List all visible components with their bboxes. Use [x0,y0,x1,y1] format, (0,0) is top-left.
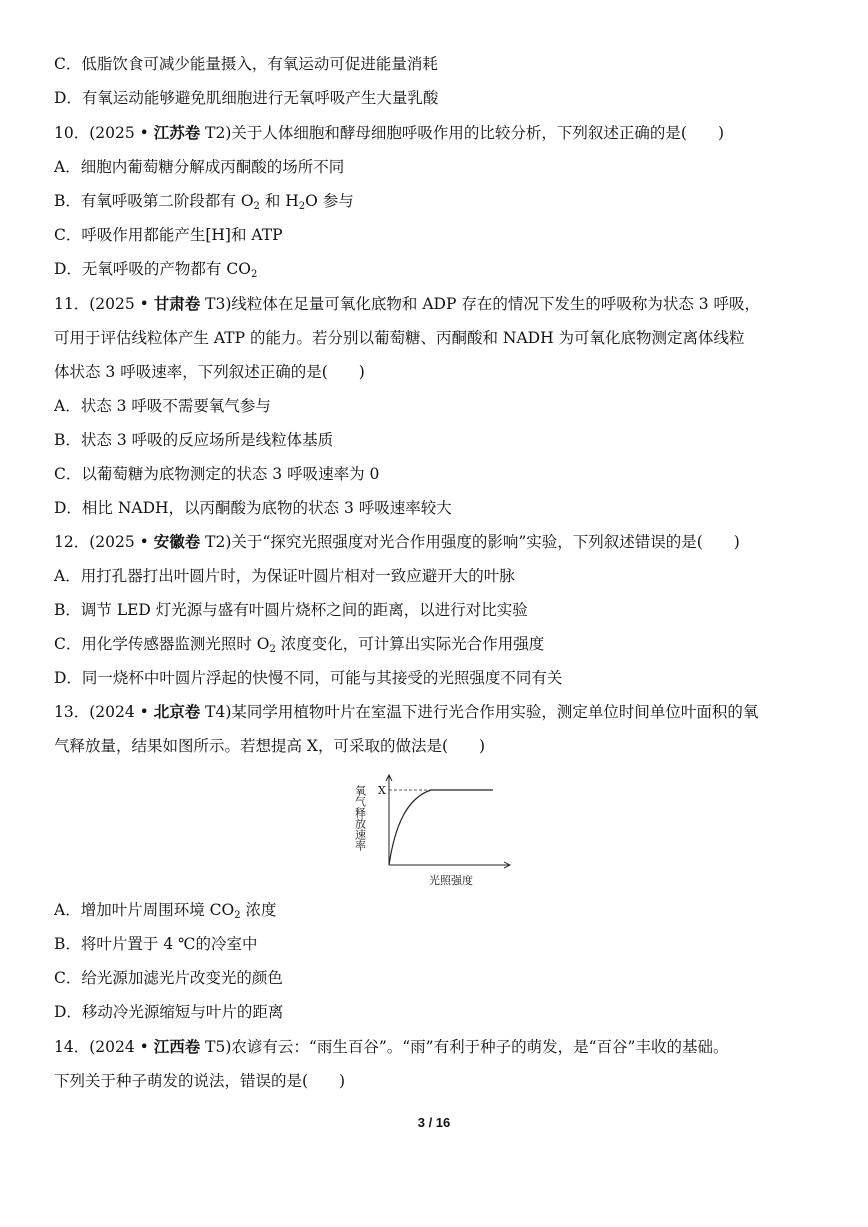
q11-stem-line2: 可用于评估线粒体产生 ATP 的能力。若分别以葡萄糖、丙酮酸和 NADH 为可氧化底物测定离体线粒 [54,329,745,347]
q14-stem: 14．(2024 • 江西卷 T5)农谚有云：“雨生百谷”。“雨”有利于种子的萌发，是“百谷”丰收的基础。 [54,1038,729,1056]
q11-option-c: C．以葡萄糖为底物测定的状态 3 呼吸速率为 0 [54,465,380,483]
q13-option-d: D．移动冷光源缩短与叶片的距离 [54,1003,284,1021]
q12-option-d: D．同一烧杯中叶圆片浮起的快慢不同，可能与其接受的光照强度不同有关 [54,669,563,687]
x-axis-label: 光照强度 [429,874,473,887]
q13-option-c: C．给光源加滤光片改变光的颜色 [54,969,283,987]
q10-option-b: B．有氧呼吸第二阶段都有 $O_2$ 和 $H_2O$ 参与 [54,192,354,212]
oxygen-release-graph [345,770,520,895]
q10-stem: 10．(2025 • 江苏卷 T2)关于人体细胞和酵母细胞呼吸作用的比较分析，下列叙述正确的是( ) [54,124,725,142]
q12-stem: 12．(2025 • 安徽卷 T2)关于“探究光照强度对光合作用强度的影响”实验，下列叙述错误的是( ) [54,533,740,551]
q11-stem: 11．(2025 • 甘肃卷 T3)线粒体在足量可氧化底物和 ADP 存在的情况下发生的呼吸称为状态 3 呼吸， [54,295,761,313]
q9-option-d: D．有氧运动能够避免肌细胞进行无氧呼吸产生大量乳酸 [54,89,439,107]
q13-option-a: A．增加叶片周围环境 $CO_2$ 浓度 [54,901,277,921]
q12-option-b: B．调节 LED 灯光源与盛有叶圆片烧杯之间的距离，以进行对比实验 [54,601,528,619]
q13-stem: 13．(2024 • 北京卷 T4)某同学用植物叶片在室温下进行光合作用实验，测定单位时间单位叶面积的氧 [54,703,759,721]
x-level-label: X [378,784,386,797]
q9-option-c: C．低脂饮食可减少能量摄入，有氧运动可促进能量消耗 [54,55,438,73]
y-axis-label: 氧气释放速率 [353,785,367,851]
q11-option-b: B．状态 3 呼吸的反应场所是线粒体基质 [54,431,334,449]
q10-option-d: D．无氧呼吸的产物都有 $CO_2$ [54,260,258,280]
q10-option-a: A．细胞内葡萄糖分解成丙酮酸的场所不同 [54,158,345,176]
rate-curve [389,790,493,865]
q11-stem-line3: 体状态 3 呼吸速率，下列叙述正确的是( ) [54,363,365,381]
q13-option-b: B．将叶片置于 4 ℃的冷室中 [54,935,258,953]
q12-option-c: C．用化学传感器监测光照时 $O_2$ 浓度变化，可计算出实际光合作用强度 [54,635,545,655]
page-number: 3 / 16 [417,1115,451,1130]
q12-option-a: A．用打孔器打出叶圆片时，为保证叶圆片相对一致应避开大的叶脉 [54,567,515,585]
q10-option-c: C．呼吸作用都能产生[H]和 ATP [54,226,283,244]
q14-stem-line2: 下列关于种子萌发的说法，错误的是( ) [54,1072,346,1090]
q13-stem-line2: 气释放量，结果如图所示。若想提高 X，可采取的做法是( ) [54,737,486,755]
q11-option-a: A．状态 3 呼吸不需要氧气参与 [54,397,271,415]
q11-option-d: D．相比 NADH，以丙酮酸为底物的状态 3 呼吸速率较大 [54,499,452,517]
